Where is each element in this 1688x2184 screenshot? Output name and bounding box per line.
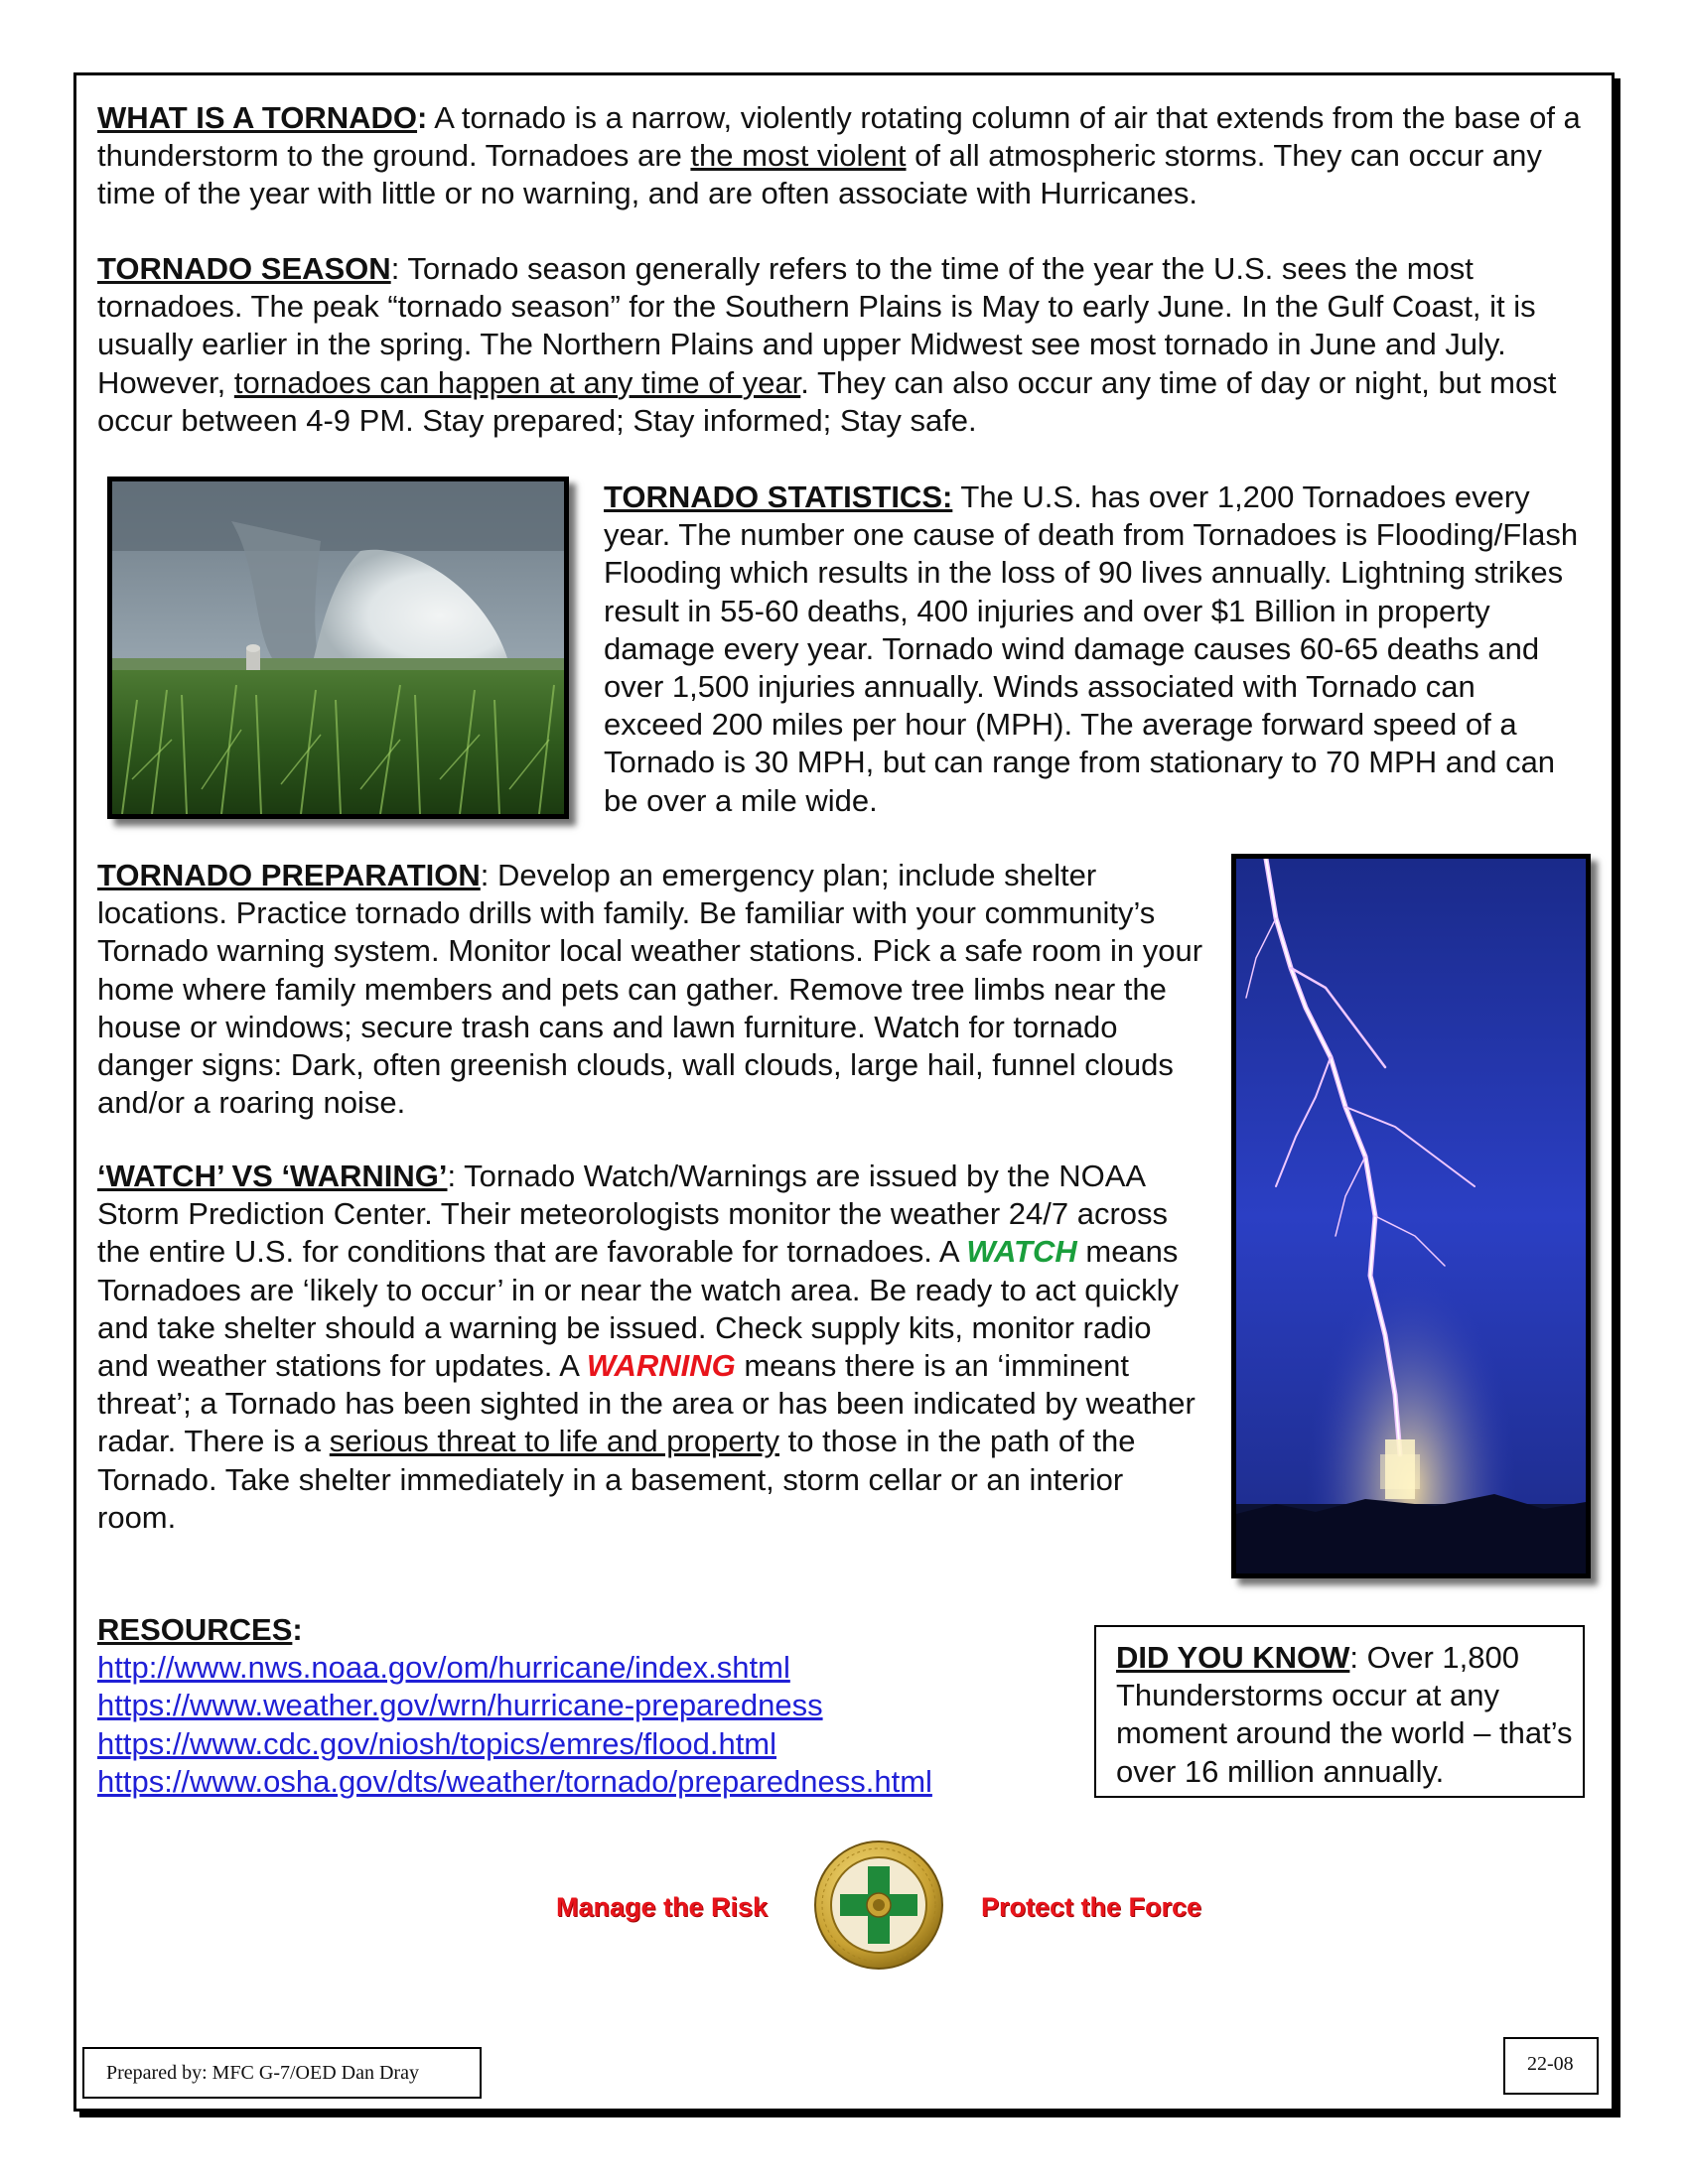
usmc-safety-seal-icon bbox=[812, 1839, 945, 1972]
tornado-statistics-paragraph bbox=[604, 478, 1582, 820]
lightning-photo bbox=[1231, 854, 1591, 1578]
resources-section bbox=[97, 1611, 1090, 1801]
tornado-season-paragraph bbox=[97, 250, 1587, 440]
tornado-preparation-heading: TORNADO PREPARATION bbox=[97, 858, 481, 892]
tornado-photo-image bbox=[112, 481, 564, 814]
watch-vs-warning-paragraph bbox=[97, 1158, 1209, 1537]
watch-warning-underlined: serious threat to life and property bbox=[329, 1424, 779, 1459]
doc-number-box bbox=[1503, 2037, 1599, 2095]
what-is-tornado-paragraph bbox=[97, 99, 1587, 213]
watch-warning-text-2: means Tornadoes are ‘likely to occur’ in or near the watch area. Be ready to act quickly and take shelter should a warning be issued. Check supply kits, monitor radio and weather stations for updates. A bbox=[97, 1234, 1179, 1384]
what-is-text-1: A tornado is a narrow, violently rotating column of air that extends from the base of a thunderstorm to the ground. Tornadoes are bbox=[97, 100, 1581, 174]
tornado-preparation-paragraph bbox=[97, 857, 1209, 1122]
tornado-photo bbox=[107, 477, 569, 819]
tornado-statistics-heading: TORNADO STATISTICS: bbox=[604, 479, 953, 514]
resource-link-weather-gov[interactable]: https://www.weather.gov/wrn/hurricane-preparedness bbox=[97, 1688, 823, 1723]
resource-link-osha[interactable]: https://www.osha.gov/dts/weather/tornado/preparedness.html bbox=[97, 1763, 932, 1799]
statistics-text: The U.S. has over 1,200 Tornadoes every year. The number one cause of death from Tornadoes is Flooding/Flash Flooding which results in the loss of 90 lives annually. Lightning strikes result in 55-60 deaths, 400 injuries and over $1 Billion in property damage every year. Tornado wind damage causes 60-65 deaths and over 1,500 injuries annually. Winds associated with Tornado can exceed 200 miles per hour (MPH). The average forward speed of a Tornado is 30 MPH, but can range from stationary to 70 MPH and can be over a mile wide. bbox=[604, 479, 1579, 818]
did-you-know-heading: DID YOU KNOW bbox=[1116, 1640, 1350, 1675]
resources-colon: : bbox=[292, 1612, 303, 1647]
tornado-season-heading: TORNADO SEASON bbox=[97, 251, 391, 286]
watch-word: WATCH bbox=[966, 1234, 1077, 1270]
what-is-text-2: of all atmospheric storms. They can occur any time of the year with little or no warning, and are often associate with Hurricanes. bbox=[97, 138, 1542, 211]
resources-heading: RESOURCES bbox=[97, 1612, 293, 1647]
what-is-colon: : bbox=[417, 100, 428, 135]
prepared-by-text: Prepared by: MFC G-7/OED Dan Dray bbox=[106, 2062, 419, 2084]
resource-link-nws[interactable]: http://www.nws.noaa.gov/om/hurricane/index.shtml bbox=[97, 1650, 790, 1686]
doc-number-text: 22-08 bbox=[1527, 2053, 1574, 2075]
watch-warning-text-1: : Tornado Watch/Warnings are issued by the NOAA Storm Prediction Center. Their meteorologists monitor the weather 24/7 across the entire U.S. for conditions that are favorable for tornadoes. A bbox=[97, 1159, 1169, 1270]
watch-warning-text-4: to those in the path of the Tornado. Take shelter immediately in a basement, storm cellar or an interior room. bbox=[97, 1424, 1136, 1535]
resource-link-cdc[interactable]: https://www.cdc.gov/niosh/topics/emres/flood.html bbox=[97, 1725, 777, 1761]
season-underlined: tornadoes can happen at any time of year bbox=[233, 364, 801, 400]
watch-warning-text-3: means there is an ‘imminent threat’; a Tornado has been sighted in the area or has been indicated by weather radar. There is a bbox=[97, 1348, 1196, 1459]
slogan-manage-risk: Manage the Risk bbox=[556, 1892, 769, 1922]
what-is-underlined: the most violent bbox=[690, 138, 907, 174]
season-text-1: : Tornado season generally refers to the time of the year the U.S. sees the most tornadoes. The peak “tornado season” for the Southern Plains is May to early June. In the Gulf Coast, it is usually earlier in the spring. The Northern Plains and upper Midwest see most tornado in June and July. However, bbox=[97, 251, 1536, 400]
warning-word: WARNING bbox=[586, 1348, 736, 1384]
lightning-photo-image bbox=[1236, 859, 1586, 1573]
watch-vs-warning-heading: ‘WATCH’ VS ‘WARNING’ bbox=[97, 1159, 448, 1193]
season-text-2: . They can also occur any time of day or night, but most occur between 4-9 PM. Stay prepared; Stay informed; Stay safe. bbox=[97, 364, 1557, 438]
did-you-know-box bbox=[1094, 1625, 1585, 1798]
resources-title bbox=[97, 1611, 1090, 1649]
prepared-by-box bbox=[82, 2047, 482, 2099]
did-you-know-paragraph bbox=[1116, 1639, 1573, 1791]
slogan-protect-force: Protect the Force bbox=[981, 1892, 1202, 1922]
did-you-know-text: : Over 1,800 Thunderstorms occur at any moment around the world – that’s over 16 million annually. bbox=[1116, 1640, 1573, 1789]
preparation-text: : Develop an emergency plan; include shelter locations. Practice tornado drills with family. Be familiar with your community’s Tornado warning system. Monitor local weather stations. Pick a safe room in your home where family members and pets can gather. Remove tree limbs near the house or windows; secure trash cans and lawn furniture. Watch for tornado danger signs: Dark, often greenish clouds, wall clouds, large hail, funnel clouds and/or a roaring noise. bbox=[97, 858, 1203, 1121]
what-is-tornado-heading: WHAT IS A TORNADO bbox=[97, 100, 418, 135]
